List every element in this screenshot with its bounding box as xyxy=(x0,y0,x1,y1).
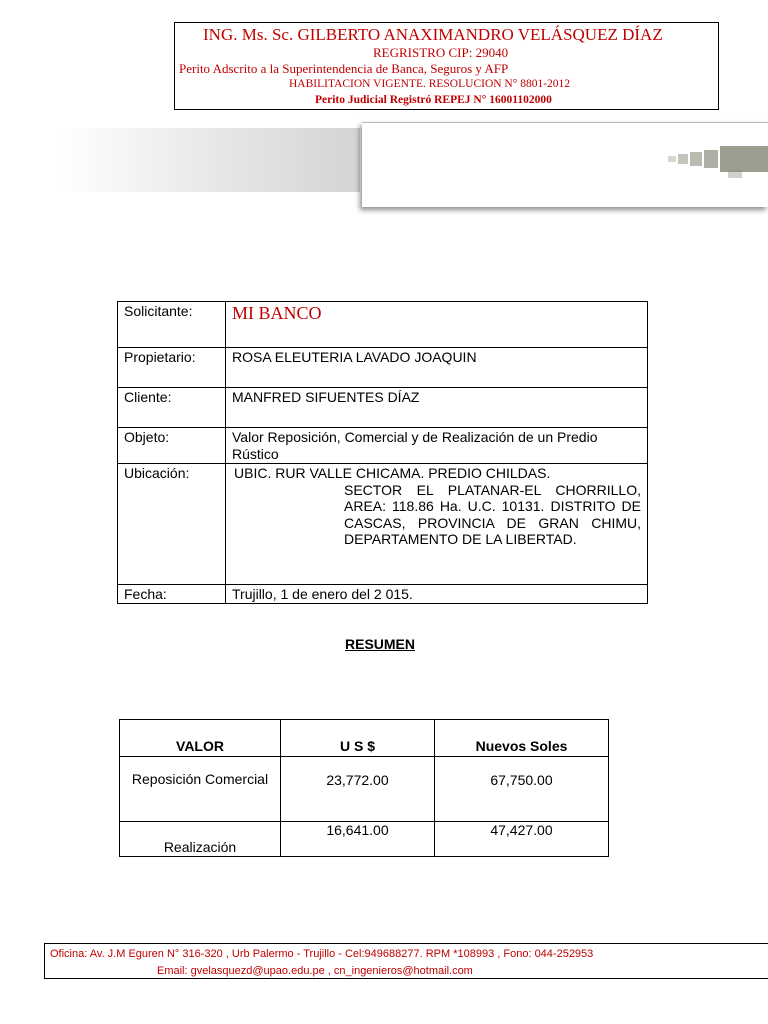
summary-header-row xyxy=(120,720,609,757)
footer-office-address: Oficina: Av. J.M Eguren N° 316-320 , Urb Palermo - Trujillo - Cel:949688277. RPM *108993 , Fono: 044-252953 xyxy=(50,948,594,960)
cliente-value: MANFRED SIFUENTES DÍAZ xyxy=(226,388,648,428)
ubicacion-first-line: UBIC. RUR VALLE CHICAMA. PREDIO CHILDAS. xyxy=(234,465,551,481)
header-valor: VALOR xyxy=(120,720,281,757)
footer-contact-box xyxy=(44,943,768,979)
cliente-label: Cliente: xyxy=(118,388,226,428)
pen-icon xyxy=(668,142,768,176)
ubicacion-rest: SECTOR EL PLATANAR-EL CHORRILLO, AREA: 118.86 Ha. U.C. 10131. DISTRITO DE CASCAS, PROVINCIA DE GRAN CHIMU, DEPARTAMENTO DE LA LIBERTAD. xyxy=(344,481,641,547)
objeto-label: Objeto: xyxy=(118,428,226,464)
fecha-label: Fecha: xyxy=(118,585,226,604)
propietario-label: Propietario: xyxy=(118,348,226,388)
engineer-name: ING. Ms. Sc. GILBERTO ANAXIMANDRO VELÁSQUEZ DÍAZ xyxy=(203,25,663,44)
cliente-row xyxy=(118,388,648,428)
table-row xyxy=(120,822,609,857)
letterhead-box xyxy=(174,22,719,110)
solicitante-label: Solicitante: xyxy=(118,302,226,348)
row-soles-reposicion: 67,750.00 xyxy=(435,757,609,822)
propietario-row xyxy=(118,348,648,388)
habilitacion-line: HABILITACION VIGENTE. RESOLUCION N° 8801-2012 xyxy=(289,78,571,90)
resumen-title: RESUMEN xyxy=(345,636,416,652)
request-info-table xyxy=(117,301,648,604)
decorative-banner xyxy=(60,122,768,206)
ubicacion-label: Ubicación: xyxy=(118,464,226,585)
ubicacion-value xyxy=(226,464,648,585)
ubicacion-row xyxy=(118,464,648,585)
propietario-value: ROSA ELEUTERIA LAVADO JOAQUIN xyxy=(226,348,648,388)
solicitante-row xyxy=(118,302,648,348)
perito-judicial-line: Perito Judicial Registró REPEJ N° 16001102000 xyxy=(315,94,552,106)
objeto-row xyxy=(118,428,648,464)
valuation-summary-table xyxy=(119,719,609,857)
header-soles: Nuevos Soles xyxy=(435,720,609,757)
solicitante-value: MI BANCO xyxy=(226,302,648,348)
fecha-row xyxy=(118,585,648,604)
perito-adscrito: Perito Adscrito a la Superintendencia de Banca, Seguros y AFP xyxy=(179,61,509,76)
table-row xyxy=(120,757,609,822)
objeto-value: Valor Reposición, Comercial y de Realización de un Predio Rústico xyxy=(226,428,648,464)
fecha-value: Trujillo, 1 de enero del 2 015. xyxy=(226,585,648,604)
cip-registration: REGRISTRO CIP: 29040 xyxy=(373,45,509,60)
row-usd-reposicion: 23,772.00 xyxy=(281,757,435,822)
footer-email: Email: gvelasquezd@upao.edu.pe , cn_ingenieros@hotmail.com xyxy=(157,965,473,977)
banner-gradient xyxy=(60,128,360,192)
row-usd-realizacion: 16,641.00 xyxy=(281,822,435,857)
row-label-reposicion: Reposición Comercial xyxy=(120,757,281,822)
row-soles-realizacion: 47,427.00 xyxy=(435,822,609,857)
row-label-realizacion: Realización xyxy=(120,822,281,857)
header-usd: U S $ xyxy=(281,720,435,757)
